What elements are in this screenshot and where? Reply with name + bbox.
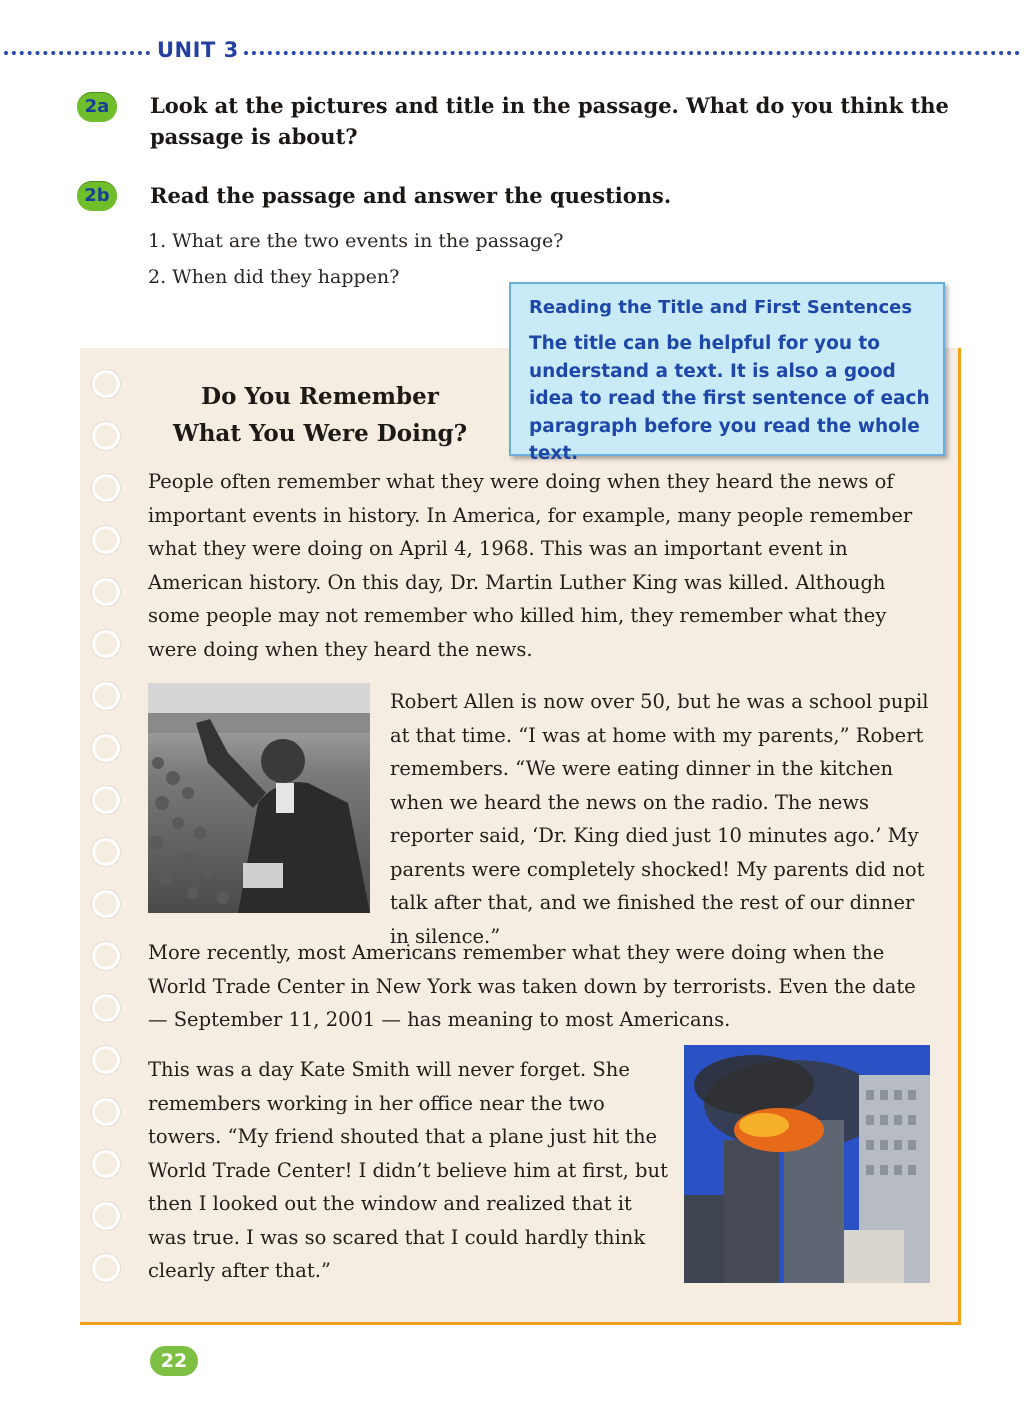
instruction-line: passage is about? — [150, 124, 358, 149]
question-2: 2. When did they happen? — [148, 266, 400, 288]
wtc-photo-illustration — [684, 1045, 930, 1283]
ring-hole — [92, 1046, 120, 1074]
ring-hole — [92, 370, 120, 398]
ring-hole — [92, 526, 120, 554]
dotted-rule-right — [244, 51, 1020, 55]
ring-hole — [92, 786, 120, 814]
paragraph-2: Robert Allen is now over 50, but he was a school pupil at that time. “I was at home with my parents,” Robert remembers. “We were eating dinner in the kitchen when we heard the news on the radio. The news reporter said, ‘Dr. King died just 10 minutes ago.’ My parents were completely shocked! My parents did not talk after that, and we finished the rest of our dinner in silence.” — [390, 690, 929, 948]
paragraph-3: More recently, most Americans remember what they were doing when the World Trade Center in New York was taken down by terrorists. Even the date — September 11, 2001 — has meaning to most Americans. — [148, 941, 916, 1031]
activity-2a-instruction — [150, 90, 950, 152]
mlk-photo — [148, 683, 370, 913]
ring-hole — [92, 474, 120, 502]
instruction-line: Look at the pictures and title in the passage. What do you think the — [150, 93, 949, 118]
tip-body: The title can be helpful for you to understand a text. It is also a good idea to read the first sentence of each paragraph before you read the whole text. — [529, 333, 930, 464]
unit-header — [0, 38, 1024, 64]
passage-title — [150, 378, 490, 452]
paragraph-1: People often remember what they were doing when they heard the news of important events in history. In America, for example, many people remember what they were doing on April 4, 1968. This was an important event in American history. On this day, Dr. Martin Luther King was killed. Although some people may not remember who killed him, they remember what they were doing when they heard the news. — [148, 470, 913, 661]
ring-hole — [92, 942, 120, 970]
ring-hole — [92, 682, 120, 710]
ring-hole — [92, 422, 120, 450]
mlk-photo-illustration — [148, 683, 370, 913]
reading-tip-box — [509, 282, 945, 464]
activity-2b-instruction: Read the passage and answer the questions. — [150, 183, 672, 208]
ring-hole — [92, 1254, 120, 1282]
ring-hole — [92, 994, 120, 1022]
tip-title: Reading the Title and First Sentences — [529, 297, 913, 318]
ring-hole — [92, 1202, 120, 1230]
paragraph-4: This was a day Kate Smith will never forget. She remembers working in her office near the two towers. “My friend shouted that a plane just hit the World Trade Center! I didn’t believe him at first, but then I looked out the window and realized that it was true. I was so scared that I could hardly think clearly after that.” — [148, 1058, 668, 1282]
notebook-rings — [92, 370, 122, 1310]
ring-hole — [92, 1098, 120, 1126]
activity-badge-2a: 2a — [77, 92, 117, 122]
unit-label: UNIT 3 — [157, 38, 239, 62]
page-number: 22 — [150, 1346, 198, 1376]
ring-hole — [92, 1150, 120, 1178]
activity-badge-2b: 2b — [77, 181, 117, 211]
question-1: 1. What are the two events in the passage? — [148, 230, 564, 252]
ring-hole — [92, 734, 120, 762]
passage-title-line: What You Were Doing? — [172, 420, 468, 447]
ring-hole — [92, 630, 120, 658]
ring-hole — [92, 890, 120, 918]
ring-hole — [92, 578, 120, 606]
world-trade-center-photo — [684, 1045, 930, 1283]
ring-hole — [92, 838, 120, 866]
dotted-rule-left — [4, 51, 150, 55]
passage-title-line: Do You Remember — [201, 383, 439, 410]
